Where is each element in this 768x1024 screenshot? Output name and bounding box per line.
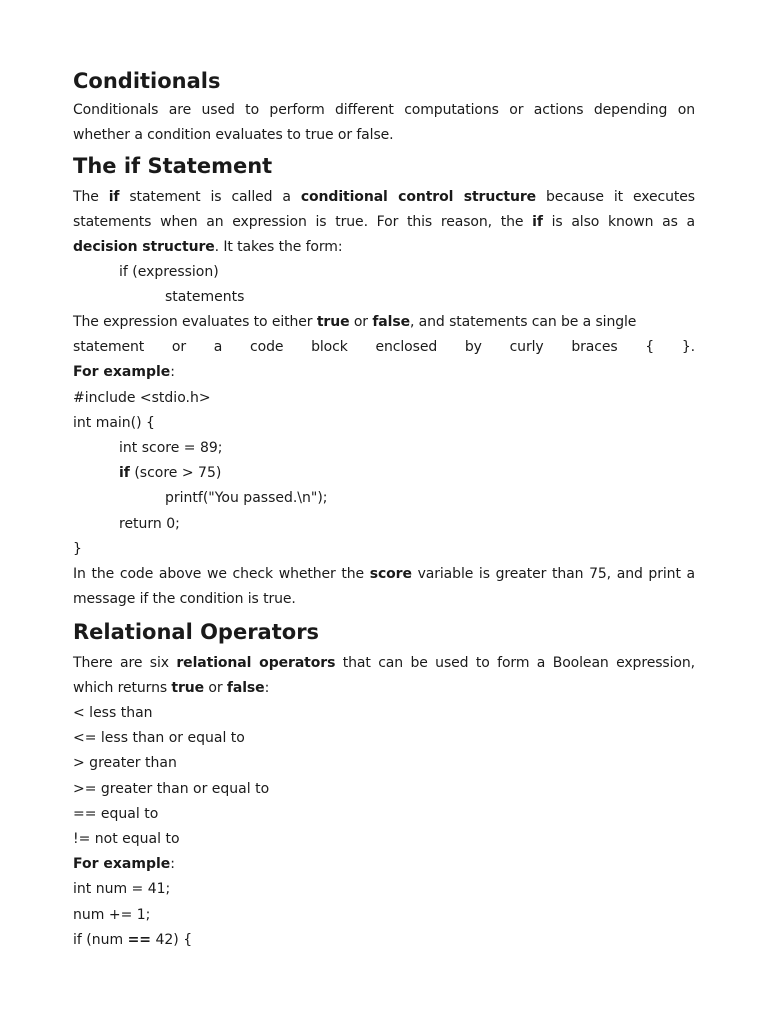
code-line: printf("You passed.\n");	[165, 490, 328, 507]
code-line: int score = 89;	[119, 440, 223, 457]
operator-item: == equal to	[73, 805, 159, 822]
if-statement-description: The if statement is called a conditional control structure because it executes statements when an expression is true. For this reason, the if is also known as a decision structure. It takes the form:	[73, 189, 695, 255]
conditionals-intro: Conditionals are used to perform different computations or actions depending on whether a condition evaluates to true or false.	[73, 102, 695, 143]
relational-description: There are six relational operators that can be used to form a Boolean expression, which returns true or false:	[73, 655, 695, 697]
code-line: if (num == 42) {	[73, 931, 193, 948]
expression-description-cont: statement or a code block enclosed by curly braces { }.	[73, 339, 695, 356]
code-example-if	[73, 386, 695, 562]
example-label: For example:	[73, 364, 175, 381]
code-line: int main() {	[73, 414, 155, 431]
code-line: return 0;	[119, 515, 180, 532]
heading-conditionals: Conditionals	[73, 69, 221, 93]
code-line: if (score > 75)	[119, 465, 222, 482]
example-label: For example:	[73, 856, 175, 873]
operator-item: <= less than or equal to	[73, 730, 245, 747]
heading-if-statement: The if Statement	[73, 154, 273, 178]
heading-relational-operators: Relational Operators	[73, 620, 320, 645]
code-line: num += 1;	[73, 906, 151, 923]
operator-item: < less than	[73, 705, 153, 722]
code-line: }	[73, 540, 82, 557]
operator-list	[73, 701, 695, 852]
code-explanation: In the code above we check whether the score variable is greater than 75, and print a message if the condition is true.	[73, 566, 695, 608]
operator-item: >= greater than or equal to	[73, 780, 270, 797]
if-form-statements: statements	[165, 289, 245, 306]
if-form-line: if (expression)	[119, 264, 219, 280]
operator-item: > greater than	[73, 755, 177, 772]
operator-item: != not equal to	[73, 831, 180, 848]
expression-description: The expression evaluates to either true or false, and statements can be a single	[73, 314, 637, 331]
code-example-relational	[73, 877, 695, 953]
code-line: int num = 41;	[73, 881, 171, 898]
code-line: #include <stdio.h>	[73, 389, 211, 406]
